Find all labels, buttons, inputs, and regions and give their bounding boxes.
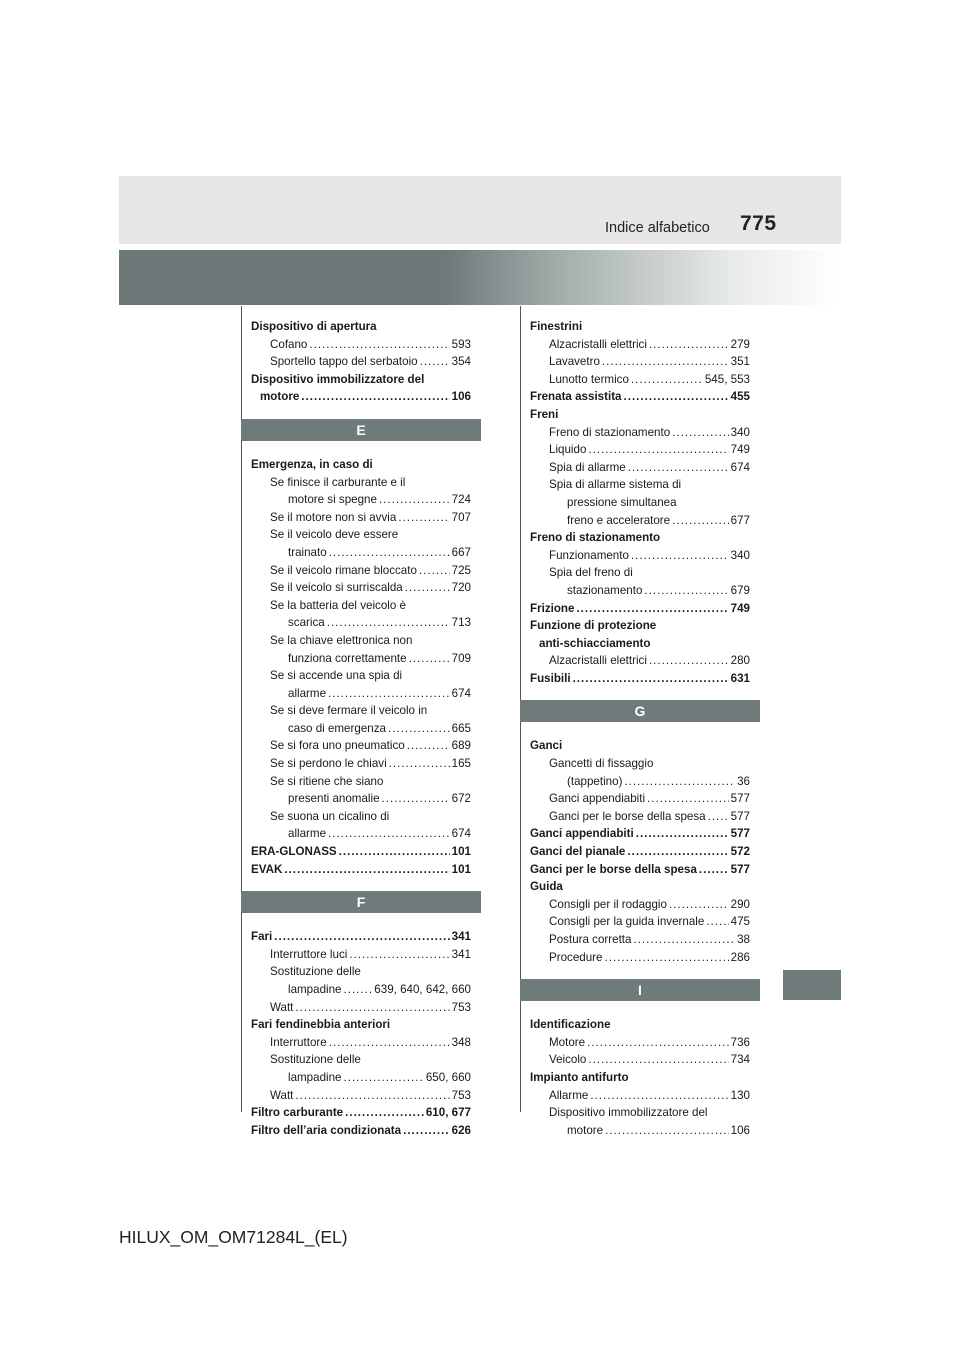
dot-leader — [327, 614, 450, 632]
index-entry — [530, 1069, 750, 1087]
entry-term: Frizione — [530, 601, 575, 615]
entry-term: Veicolo — [549, 1053, 587, 1067]
dot-leader — [379, 491, 450, 509]
index-entry — [251, 632, 471, 650]
entry-term: Se il motore non si avvia — [270, 510, 397, 524]
entry-term: freno e acceleratore — [567, 513, 671, 527]
index-entry — [251, 1051, 471, 1069]
entry-page-ref: 106 — [451, 390, 471, 404]
entry-term: Lavavetro — [549, 355, 600, 369]
index-entry — [251, 650, 471, 668]
entry-page-ref: 593 — [451, 337, 471, 351]
dot-leader — [284, 861, 449, 879]
entry-page-ref: 36 — [737, 774, 750, 788]
index-entry — [251, 843, 471, 861]
section-title: Indice alfabetico — [605, 220, 710, 236]
index-entry — [530, 652, 750, 670]
entry-page-ref: 351 — [730, 355, 750, 369]
entry-page-ref: 749 — [730, 443, 750, 457]
index-entry — [530, 424, 750, 442]
dot-leader — [576, 600, 728, 618]
index-entry — [530, 878, 750, 896]
index-entry — [530, 371, 750, 389]
dot-leader — [344, 981, 373, 999]
entry-term: Alzacristalli elettrici — [549, 654, 647, 668]
index-entry — [530, 931, 750, 949]
entry-page-ref: 348 — [451, 1035, 471, 1049]
index-entry — [530, 388, 750, 406]
index-entry — [251, 318, 471, 336]
entry-term: allarme — [288, 827, 327, 841]
entry-page-ref: 749 — [730, 601, 750, 615]
group-d-continued — [251, 318, 471, 406]
entry-term: Se la chiave elettronica non — [270, 633, 413, 647]
dot-leader — [587, 1034, 729, 1052]
index-entry — [251, 562, 471, 580]
entry-term: Liquido — [549, 443, 587, 457]
entry-term: Se il veicolo si surriscalda — [270, 581, 403, 595]
index-entry — [251, 981, 471, 999]
dot-leader — [590, 1087, 728, 1105]
index-entry — [251, 336, 471, 354]
index-entry — [530, 336, 750, 354]
index-entry — [251, 1034, 471, 1052]
index-entry — [530, 1104, 750, 1122]
index-entry — [251, 667, 471, 685]
dot-leader — [295, 999, 449, 1017]
entry-page-ref: 689 — [451, 739, 471, 753]
entry-term: Procedure — [549, 950, 603, 964]
entry-page-ref: 354 — [451, 355, 471, 369]
index-entry — [530, 896, 750, 914]
index-entry — [251, 702, 471, 720]
index-entry — [530, 441, 750, 459]
index-entry — [530, 406, 750, 424]
dot-leader — [345, 1104, 424, 1122]
entry-page-ref: 279 — [730, 337, 750, 351]
dot-leader — [274, 928, 449, 946]
dot-leader — [349, 946, 449, 964]
entry-page-ref: 679 — [730, 583, 750, 597]
index-entry — [251, 963, 471, 981]
entry-term: Fari fendinebbia anteriori — [251, 1018, 391, 1032]
dot-leader — [329, 544, 450, 562]
index-entry — [530, 825, 750, 843]
dot-leader — [309, 336, 449, 354]
dot-leader — [699, 861, 729, 879]
dot-leader — [398, 509, 449, 527]
index-entry — [251, 1104, 471, 1122]
entry-page-ref: 667 — [451, 545, 471, 559]
header-gradient-band — [119, 250, 841, 305]
dot-leader — [627, 843, 728, 861]
index-entry — [530, 635, 750, 653]
index-entry — [530, 318, 750, 336]
group-f-continued — [530, 318, 750, 687]
entry-page-ref: 577 — [730, 792, 750, 806]
entry-page-ref: 101 — [451, 845, 471, 859]
entry-page-ref: 720 — [451, 581, 471, 595]
index-entry — [530, 459, 750, 477]
entry-page-ref: 577 — [730, 862, 750, 876]
letter-heading-g: G — [520, 700, 760, 722]
index-entry — [251, 371, 471, 389]
index-entry — [530, 476, 750, 494]
index-entry — [251, 737, 471, 755]
dot-leader — [403, 1122, 450, 1140]
entry-page-ref: 610, 677 — [425, 1106, 471, 1120]
entry-term: Filtro carburante — [251, 1106, 344, 1120]
index-entry — [251, 491, 471, 509]
entry-term: caso di emergenza — [288, 721, 386, 735]
index-entry — [530, 1034, 750, 1052]
entry-page-ref: 545, 553 — [704, 372, 750, 386]
entry-term: Ganci appendiabiti — [530, 827, 634, 841]
dot-leader — [605, 1122, 729, 1140]
letter-heading-e: E — [241, 419, 481, 441]
index-entry — [530, 1016, 750, 1034]
index-entry — [530, 1087, 750, 1105]
index-entry — [530, 949, 750, 967]
index-entry — [251, 456, 471, 474]
dot-leader — [706, 913, 728, 931]
header-bar — [119, 176, 841, 244]
entry-page-ref: 165 — [451, 757, 471, 771]
dot-leader — [628, 459, 729, 477]
entry-term: Fari — [251, 930, 273, 944]
entry-term: anti-schiacciamento — [539, 636, 651, 650]
entry-term: Freno di stazionamento — [549, 425, 671, 439]
entry-term: Se si accende una spia di — [270, 669, 403, 683]
dot-leader — [409, 650, 450, 668]
entry-page-ref: 340 — [730, 425, 750, 439]
entry-term: Cofano — [270, 337, 308, 351]
index-entry — [251, 808, 471, 826]
letter-heading-i: I — [520, 979, 760, 1001]
dot-leader — [407, 737, 450, 755]
index-entry — [530, 913, 750, 931]
page-number: 775 — [740, 212, 777, 235]
entry-term: trainato — [288, 545, 327, 559]
dot-leader — [624, 388, 729, 406]
entry-term: Se la batteria del veicolo è — [270, 598, 406, 612]
index-entry — [530, 547, 750, 565]
dot-leader — [649, 336, 729, 354]
index-entry — [251, 790, 471, 808]
entry-page-ref: 734 — [730, 1053, 750, 1067]
entry-page-ref: 577 — [730, 809, 750, 823]
entry-term: Postura corretta — [549, 933, 632, 946]
index-entry — [251, 388, 471, 406]
entry-page-ref: 713 — [451, 616, 471, 630]
entry-term: Impianto antifurto — [530, 1070, 629, 1084]
entry-term: Fusibili — [530, 671, 571, 685]
index-entry — [530, 600, 750, 618]
index-entry — [251, 544, 471, 562]
entry-page-ref: 753 — [451, 1088, 471, 1102]
entry-term: Se si fora uno pneumatico — [270, 739, 405, 753]
index-entry — [530, 755, 750, 773]
entry-term: funziona correttamente — [288, 651, 407, 665]
entry-term: Ganci per le borse della spesa — [530, 862, 697, 876]
dot-leader — [631, 547, 729, 565]
index-entry — [530, 564, 750, 582]
letter-heading-f: F — [241, 891, 481, 913]
entry-page-ref: 674 — [451, 827, 471, 841]
index-entry — [251, 1122, 471, 1140]
group-g — [530, 737, 750, 966]
entry-page-ref: 475 — [730, 915, 750, 929]
entry-term: Dispositivo di apertura — [251, 320, 377, 333]
index-entry — [530, 1122, 750, 1140]
entry-term: Gancetti di fissaggio — [549, 757, 654, 771]
dot-leader — [329, 1034, 450, 1052]
entry-term: motore si spegne — [288, 493, 377, 507]
dot-leader — [344, 1069, 424, 1087]
entry-term: lampadine — [288, 1070, 342, 1084]
entry-page-ref: 707 — [451, 510, 471, 524]
entry-term: Ganci — [530, 739, 563, 753]
dot-leader — [405, 579, 450, 597]
entry-term: Funzione di protezione — [530, 619, 657, 633]
index-entry — [251, 928, 471, 946]
entry-page-ref: 753 — [451, 1000, 471, 1014]
dot-leader — [328, 825, 450, 843]
entry-page-ref: 286 — [730, 950, 750, 964]
index-entry — [530, 773, 750, 791]
entry-term: Frenata assistita — [530, 390, 622, 404]
dot-leader — [631, 371, 703, 389]
entry-page-ref: 341 — [451, 947, 471, 961]
entry-term: Lunotto termico — [549, 372, 629, 386]
entry-page-ref: 572 — [730, 845, 750, 859]
dot-leader — [295, 1087, 449, 1105]
entry-term: (tappetino) — [567, 774, 623, 788]
entry-page-ref: 709 — [451, 651, 471, 665]
entry-term: Spia del freno di — [549, 566, 633, 580]
index-entry — [251, 999, 471, 1017]
right-index-column — [530, 318, 750, 1139]
entry-term: Se il veicolo deve essere — [270, 528, 399, 542]
index-entry — [251, 1016, 471, 1034]
dot-leader — [708, 808, 729, 826]
index-entry — [251, 597, 471, 615]
dot-leader — [605, 949, 729, 967]
index-entry — [251, 861, 471, 879]
index-entry — [530, 861, 750, 879]
dot-leader — [633, 931, 735, 949]
entry-term: stazionamento — [567, 583, 643, 597]
entry-term: Emergenza, in caso di — [251, 457, 373, 471]
chapter-thumb-tab — [783, 970, 841, 1000]
index-entry — [251, 1069, 471, 1087]
entry-term: Filtro dell’aria condizionata — [251, 1123, 402, 1137]
entry-term: Allarme — [549, 1088, 589, 1102]
entry-term: Interruttore — [270, 1035, 327, 1049]
index-entry — [530, 1051, 750, 1069]
dot-leader — [602, 353, 729, 371]
dot-leader — [588, 441, 728, 459]
entry-page-ref: 106 — [730, 1123, 750, 1137]
entry-term: Interruttore luci — [270, 947, 348, 961]
entry-page-ref: 677 — [730, 513, 750, 527]
dot-leader — [649, 652, 729, 670]
entry-term: Se suona un cicalino di — [270, 809, 390, 823]
group-i — [530, 1016, 750, 1139]
entry-page-ref: 736 — [730, 1035, 750, 1049]
dot-leader — [388, 720, 450, 738]
dot-leader — [328, 685, 450, 703]
index-entry — [530, 512, 750, 530]
index-entry — [530, 843, 750, 861]
index-entry — [530, 737, 750, 755]
entry-term: Se si perdono le chiavi — [270, 757, 387, 771]
entry-page-ref: 101 — [451, 862, 471, 876]
entry-term: ERA-GLONASS — [251, 845, 337, 859]
entry-page-ref: 631 — [730, 671, 750, 685]
index-entry — [530, 529, 750, 547]
entry-page-ref: 639, 640, 642, 660 — [374, 983, 471, 996]
entry-term: Sportello tappo del serbatoio — [270, 355, 418, 369]
index-entry — [530, 494, 750, 512]
entry-term: Sostituzione delle — [270, 965, 361, 979]
index-entry — [251, 579, 471, 597]
entry-term: Ganci appendiabiti — [549, 792, 646, 806]
index-entry — [251, 509, 471, 527]
entry-term: Se finisce il carburante e il — [270, 475, 406, 489]
entry-term: allarme — [288, 686, 327, 700]
index-entry — [530, 670, 750, 688]
entry-page-ref: 577 — [730, 827, 750, 841]
entry-term: Spia di allarme — [549, 460, 626, 474]
entry-page-ref: 665 — [451, 721, 471, 735]
dot-leader — [672, 424, 728, 442]
index-entry — [530, 790, 750, 808]
index-entry — [251, 755, 471, 773]
entry-term: Finestrini — [530, 320, 583, 333]
entry-page-ref: 455 — [730, 390, 750, 404]
group-f — [251, 928, 471, 1139]
entry-term: Sostituzione delle — [270, 1053, 361, 1067]
entry-page-ref: 674 — [451, 686, 471, 700]
index-entry — [251, 1087, 471, 1105]
entry-term: Guida — [530, 880, 563, 894]
index-entry — [530, 353, 750, 371]
entry-term: pressione simultanea — [567, 495, 677, 509]
group-e — [251, 456, 471, 878]
entry-term: Ganci per le borse della spesa — [549, 809, 706, 823]
entry-term: EVAK — [251, 862, 283, 876]
dot-leader — [419, 562, 450, 580]
index-entry — [251, 353, 471, 371]
dot-leader — [636, 825, 729, 843]
entry-page-ref: 725 — [451, 563, 471, 577]
entry-term: Dispositivo immobilizzatore del — [549, 1106, 708, 1120]
dot-leader — [624, 773, 735, 791]
entry-term: Identificazione — [530, 1018, 611, 1032]
entry-term: Se il veicolo rimane bloccato — [270, 563, 417, 577]
index-entry — [251, 720, 471, 738]
dot-leader — [588, 1051, 728, 1069]
index-entry — [251, 474, 471, 492]
dot-leader — [420, 353, 450, 371]
entry-page-ref: 724 — [451, 493, 471, 507]
entry-term: Alzacristalli elettrici — [549, 337, 647, 351]
dot-leader — [644, 582, 728, 600]
dot-leader — [573, 670, 729, 688]
entry-term: Ganci del pianale — [530, 845, 626, 859]
entry-term: Freni — [530, 407, 559, 421]
dot-leader — [672, 512, 729, 530]
entry-page-ref: 130 — [730, 1088, 750, 1102]
dot-leader — [301, 388, 449, 406]
dot-leader — [669, 896, 729, 914]
entry-term: Funzionamento — [549, 548, 629, 562]
entry-term: lampadine — [288, 983, 342, 996]
entry-term: Consigli per il rodaggio — [549, 897, 667, 911]
entry-page-ref: 672 — [451, 792, 471, 806]
entry-page-ref: 290 — [730, 897, 750, 911]
entry-page-ref: 674 — [730, 460, 750, 474]
entry-page-ref: 650, 660 — [425, 1070, 471, 1084]
left-index-column — [251, 318, 471, 1139]
entry-page-ref: 38 — [737, 933, 750, 946]
dot-leader — [647, 790, 729, 808]
index-entry — [530, 582, 750, 600]
dot-leader — [339, 843, 450, 861]
index-entry — [251, 614, 471, 632]
document-code: HILUX_OM_OM71284L_(EL) — [119, 1227, 348, 1247]
entry-page-ref: 280 — [730, 654, 750, 668]
entry-term: motore — [567, 1123, 604, 1137]
index-entry — [530, 617, 750, 635]
index-entry — [251, 946, 471, 964]
entry-term: motore — [260, 390, 300, 404]
dot-leader — [389, 755, 450, 773]
entry-page-ref: 341 — [451, 930, 471, 944]
entry-term: Watt — [270, 1088, 294, 1102]
dot-leader — [382, 790, 450, 808]
index-entry — [251, 773, 471, 791]
entry-term: presenti anomalie — [288, 792, 380, 806]
index-entry — [251, 526, 471, 544]
index-entry — [251, 825, 471, 843]
entry-page-ref: 340 — [730, 548, 750, 562]
entry-term: scarica — [288, 616, 325, 630]
entry-term: Consigli per la guida invernale — [549, 915, 705, 929]
index-entry — [251, 685, 471, 703]
entry-term: Watt — [270, 1000, 294, 1014]
entry-term: Se si deve fermare il veicolo in — [270, 704, 428, 718]
entry-page-ref: 626 — [451, 1123, 471, 1137]
entry-term: Dispositivo immobilizzatore del — [251, 372, 425, 386]
entry-term: Motore — [549, 1035, 586, 1049]
entry-term: Freno di stazionamento — [530, 531, 661, 545]
index-entry — [530, 808, 750, 826]
entry-term: Se si ritiene che siano — [270, 774, 384, 788]
entry-term: Spia di allarme sistema di — [549, 478, 682, 492]
